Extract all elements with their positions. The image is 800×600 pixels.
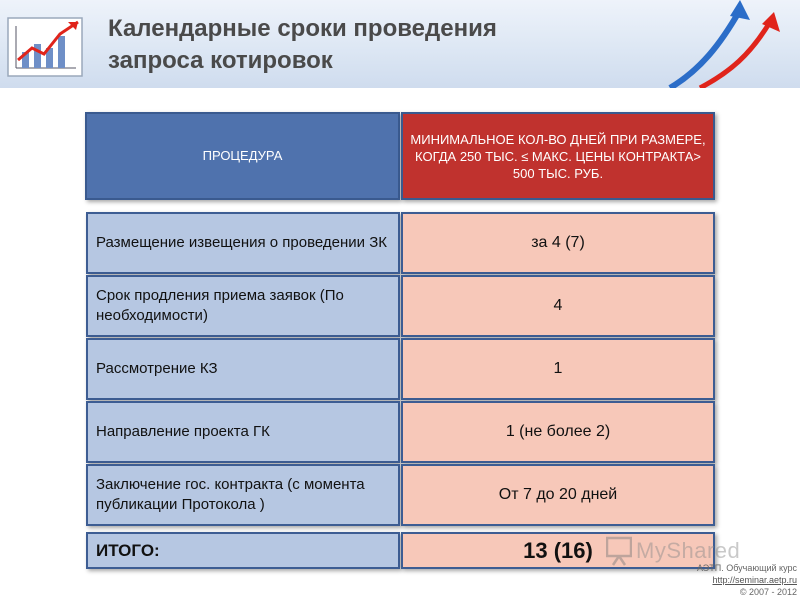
watermark-text: MyShared: [636, 538, 741, 563]
title-line-2: запроса котировок: [108, 47, 333, 74]
row-procedure-4: Направление проекта ГК: [86, 401, 400, 463]
total-value: 13 (16): [401, 532, 715, 569]
row-days-2: 4: [401, 275, 715, 337]
total-label: ИТОГО:: [86, 532, 400, 569]
row-procedure-5: Заключение гос. контракта (с момента публикации Протокола ): [86, 464, 400, 526]
header-minimum-days: МИНИМАЛЬНОЕ КОЛ-ВО ДНЕЙ ПРИ РАЗМЕРЕ, КОГДА 250 ТЫС. ≤ МАКС. ЦЕНЫ КОНТРАКТА> 500 ТЫС. РУБ.: [401, 112, 715, 200]
row-days-5: От 7 до 20 дней: [401, 464, 715, 526]
footer: [697, 562, 797, 598]
footer-link[interactable]: http://seminar.aetp.ru: [712, 575, 797, 585]
row-procedure-2: Срок продления приема заявок (По необходимости): [86, 275, 400, 337]
slide-header: [0, 0, 800, 88]
row-procedure-1: Размещение извещения о проведении ЗК: [86, 212, 400, 274]
row-days-1: за 4 (7): [401, 212, 715, 274]
footer-copyright: © 2007 - 2012: [739, 587, 797, 597]
upward-swoosh-arrow-icon: [640, 0, 800, 88]
row-procedure-3: Рассмотрение КЗ: [86, 338, 400, 400]
page-title: [108, 13, 628, 77]
row-days-4: 1 (не более 2): [401, 401, 715, 463]
title-line-1: Календарные сроки проведения: [108, 15, 497, 42]
footer-course: АЭТП. Обучающий курс: [696, 563, 797, 573]
presentation-icon: [606, 536, 632, 566]
rising-chart-icon: [4, 12, 90, 82]
header-procedure: ПРОЦЕДУРА: [85, 112, 400, 200]
row-days-3: 1: [401, 338, 715, 400]
